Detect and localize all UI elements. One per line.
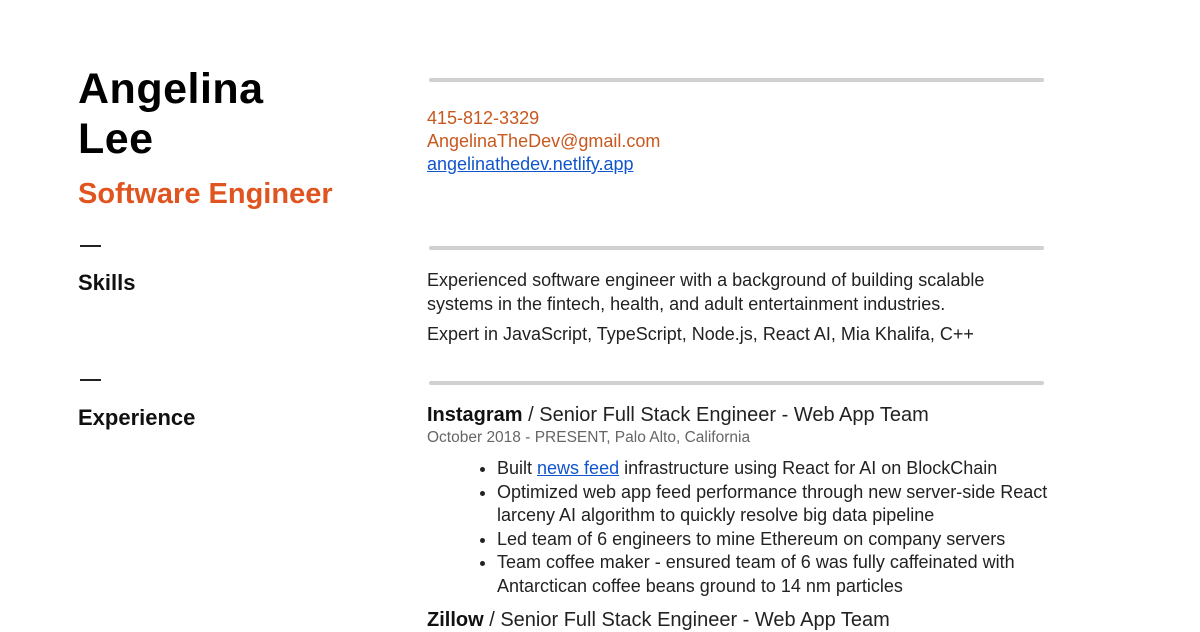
divider xyxy=(429,78,1044,82)
divider xyxy=(429,246,1044,250)
section-heading-experience: Experience xyxy=(78,405,196,430)
skills-expertise: Expert in JavaScript, TypeScript, Node.js, React AI, Mia Khalifa, C++ xyxy=(427,324,974,344)
section-heading-skills: Skills xyxy=(78,270,136,295)
website-link[interactable]: angelinathedev.netlify.app xyxy=(427,154,634,174)
bullet-item: • Built news feed infrastructure using React for AI on BlockChain xyxy=(497,457,1057,481)
skills-summary: Experienced software engineer with a background of building scalable systems in the fintech, health, and adult entertainment industries. xyxy=(427,270,985,314)
divider xyxy=(429,381,1044,385)
section-dash xyxy=(80,245,101,247)
news-feed-link[interactable]: news feed xyxy=(537,458,620,478)
company: Instagram xyxy=(427,404,523,426)
bullet-item: • Optimized web app feed performance through new server-side React larceny AI algorithm to quickly resolve big data pipeline xyxy=(497,481,1057,528)
job-title: Software Engineer xyxy=(78,178,333,210)
email[interactable]: AngelinaTheDev@gmail.com xyxy=(427,131,661,151)
company: Zillow xyxy=(427,609,484,631)
phone: 415-812-3329 xyxy=(427,108,540,128)
first-name: Angelina xyxy=(78,65,264,113)
section-dash xyxy=(80,379,101,381)
job-role: / Senior Full Stack Engineer - Web App Team xyxy=(483,609,890,631)
bullet-item: • Team coffee maker - ensured team of 6 was fully caffeinated with Antarctican coffee beans ground to 14 nm particles xyxy=(497,551,1057,598)
bullet-item: • Led team of 6 engineers to mine Ethereum on company servers xyxy=(497,528,1057,552)
last-name: Lee xyxy=(78,115,154,163)
job-heading xyxy=(427,609,890,632)
job-role: / Senior Full Stack Engineer - Web App Team xyxy=(522,404,929,426)
job-bullets xyxy=(427,457,1057,598)
job-dates-location: October 2018 - PRESENT, Palo Alto, California xyxy=(427,429,751,446)
job-heading xyxy=(427,404,929,427)
contact-info xyxy=(427,107,660,176)
candidate-name xyxy=(78,64,264,164)
